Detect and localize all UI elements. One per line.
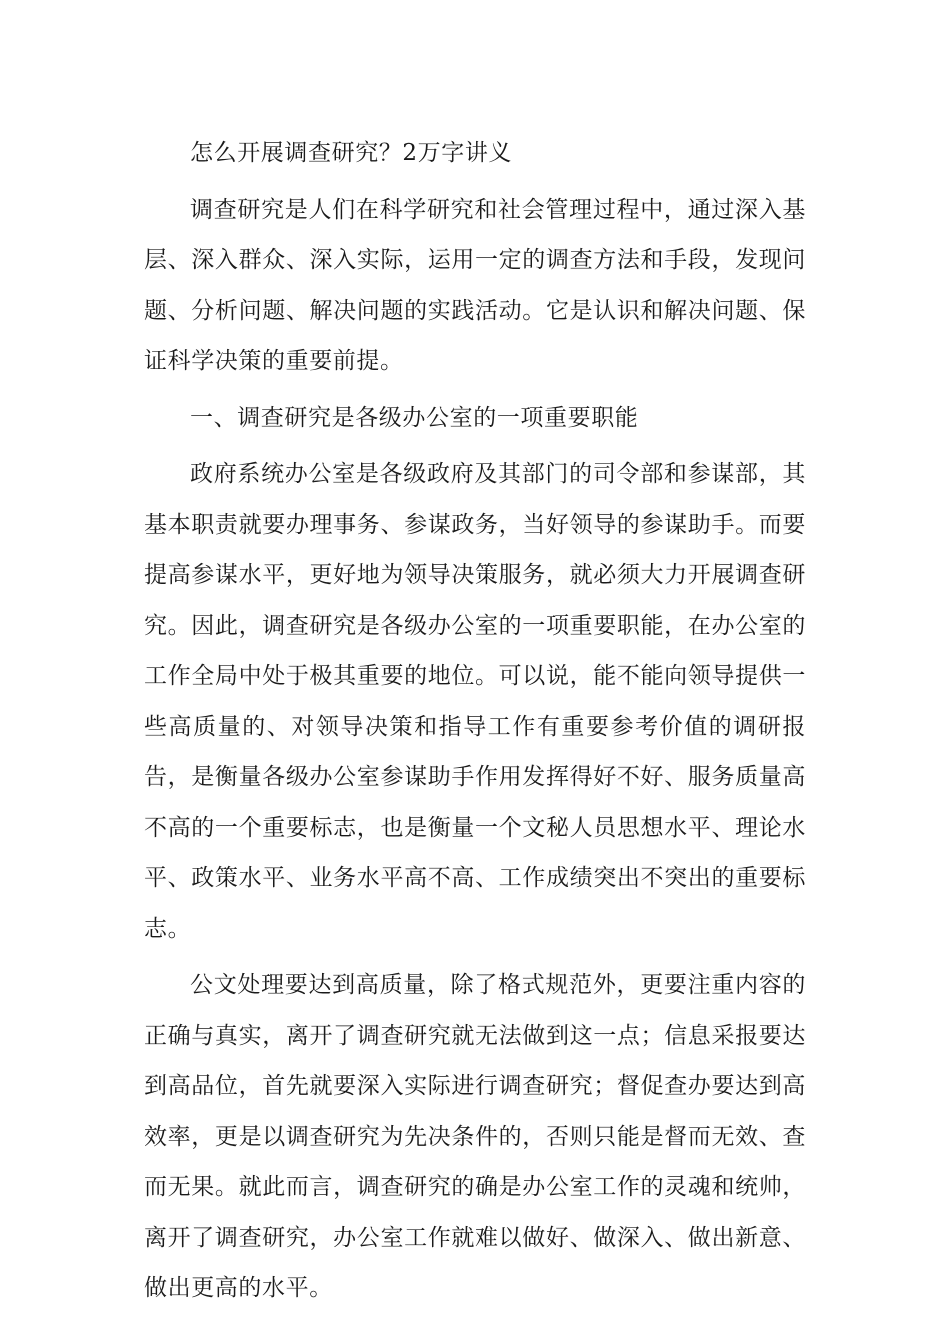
document-title: 怎么开展调查研究？2万字讲义 — [190, 140, 513, 166]
document-body — [144, 128, 806, 1314]
paragraph-office-role: 政府系统办公室是各级政府及其部门的司令部和参谋部，其基本职责就要办理事务、参谋政务，当好领导的参谋助手。而要提高参谋水平，更好地为领导决策服务，就必须大力开展调查研究。因此，调查研究是各级办公室的一项重要职能，在办公室的工作全局中处于极其重要的地位。可以说，能不能向领导提供一些高质量的、对领导决策和指导工作有重要参考价值的调研报告，是衡量各级办公室参谋助手作用发挥得好不好、服务质量高不高的一个重要标志，也是衡量一个文秘人员思想水平、理论水平、政策水平、业务水平高不高、工作成绩突出不突出的重要标志。 — [144, 461, 806, 942]
paragraph-intro: 调查研究是人们在科学研究和社会管理过程中，通过深入基层、深入群众、深入实际，运用一定的调查方法和手段，发现问题、分析问题、解决问题的实践活动。它是认识和解决问题、保证科学决策的重要前提。 — [144, 196, 806, 374]
section-heading-1: 一、调查研究是各级办公室的一项重要职能 — [190, 404, 639, 431]
paragraph-document-processing: 公文处理要达到高质量，除了格式规范外，更要注重内容的正确与真实，离开了调查研究就无法做到这一点；信息采报要达到高品位，首先就要深入实际进行调查研究；督促查办要达到高效率，更是以调查研究为先决条件的，否则只能是督而无效、查而无果。就此而言，调查研究的确是办公室工作的灵魂和统帅，离开了调查研究，办公室工作就难以做好、做深入、做出新意、做出更高的水平。 — [144, 972, 806, 1301]
